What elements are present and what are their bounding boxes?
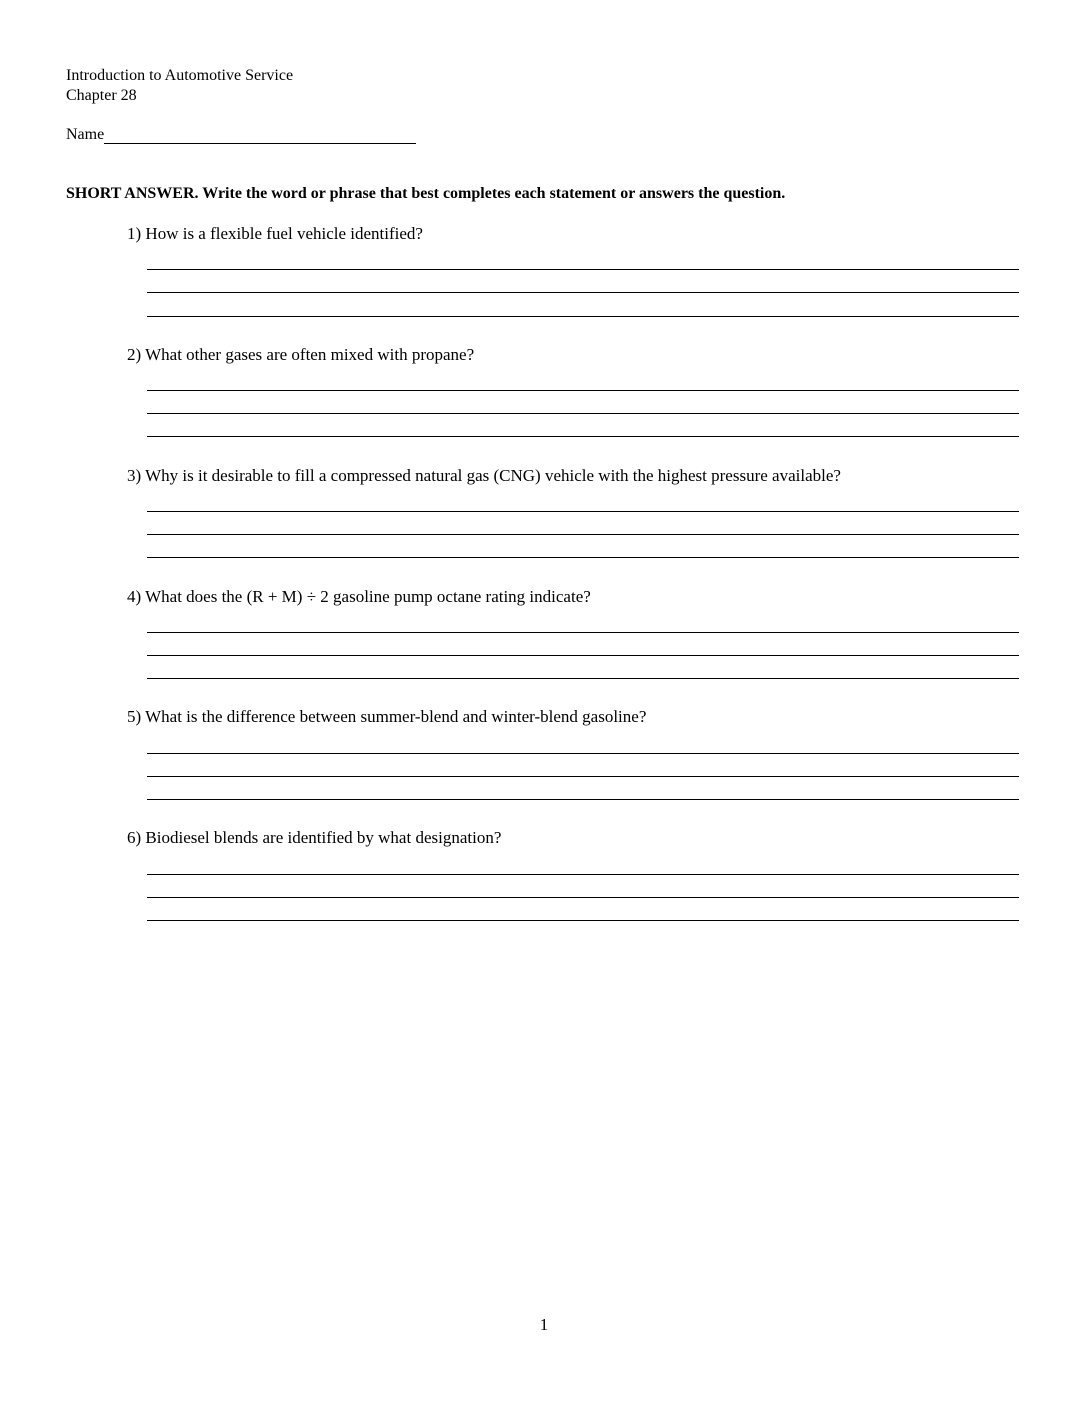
answer-line[interactable]	[147, 534, 1019, 535]
answer-line[interactable]	[147, 678, 1019, 679]
instructions: SHORT ANSWER. Write the word or phrase that best completes each statement or answers the question.	[66, 185, 786, 202]
question-text: 3) Why is it desirable to fill a compressed natural gas (CNG) vehicle with the highest pressure available?	[127, 466, 841, 485]
question-text: 2) What other gases are often mixed with propane?	[127, 345, 475, 364]
answer-line[interactable]	[147, 920, 1019, 921]
answer-line[interactable]	[147, 557, 1019, 558]
question-5	[127, 707, 1019, 727]
answer-line[interactable]	[147, 799, 1019, 800]
question-3	[127, 466, 1019, 486]
answer-line[interactable]	[147, 874, 1019, 875]
question-1	[127, 224, 1019, 244]
answer-line[interactable]	[147, 632, 1019, 633]
question-2	[127, 345, 1019, 365]
answer-line[interactable]	[147, 269, 1019, 270]
answer-line[interactable]	[147, 292, 1019, 293]
question-4	[127, 587, 1019, 607]
name-blank-line[interactable]	[104, 126, 416, 144]
name-label: Name	[66, 126, 105, 143]
answer-line[interactable]	[147, 776, 1019, 777]
question-text: 5) What is the difference between summer-blend and winter-blend gasoline?	[127, 707, 647, 726]
course-title: Introduction to Automotive Service	[66, 67, 294, 84]
answer-line[interactable]	[147, 897, 1019, 898]
page-number: 1	[539, 1315, 549, 1334]
name-field[interactable]	[66, 126, 416, 144]
question-text: 1) How is a flexible fuel vehicle identified?	[127, 224, 423, 243]
answer-line[interactable]	[147, 390, 1019, 391]
answer-line[interactable]	[147, 753, 1019, 754]
chapter-title: Chapter 28	[66, 87, 137, 104]
answer-line[interactable]	[147, 316, 1019, 317]
question-6	[127, 828, 1019, 848]
answer-line[interactable]	[147, 511, 1019, 512]
answer-line[interactable]	[147, 413, 1019, 414]
question-text: 4) What does the (R + M) ÷ 2 gasoline pump octane rating indicate?	[127, 587, 591, 606]
question-text: 6) Biodiesel blends are identified by what designation?	[127, 828, 502, 847]
answer-line[interactable]	[147, 655, 1019, 656]
answer-line[interactable]	[147, 436, 1019, 437]
